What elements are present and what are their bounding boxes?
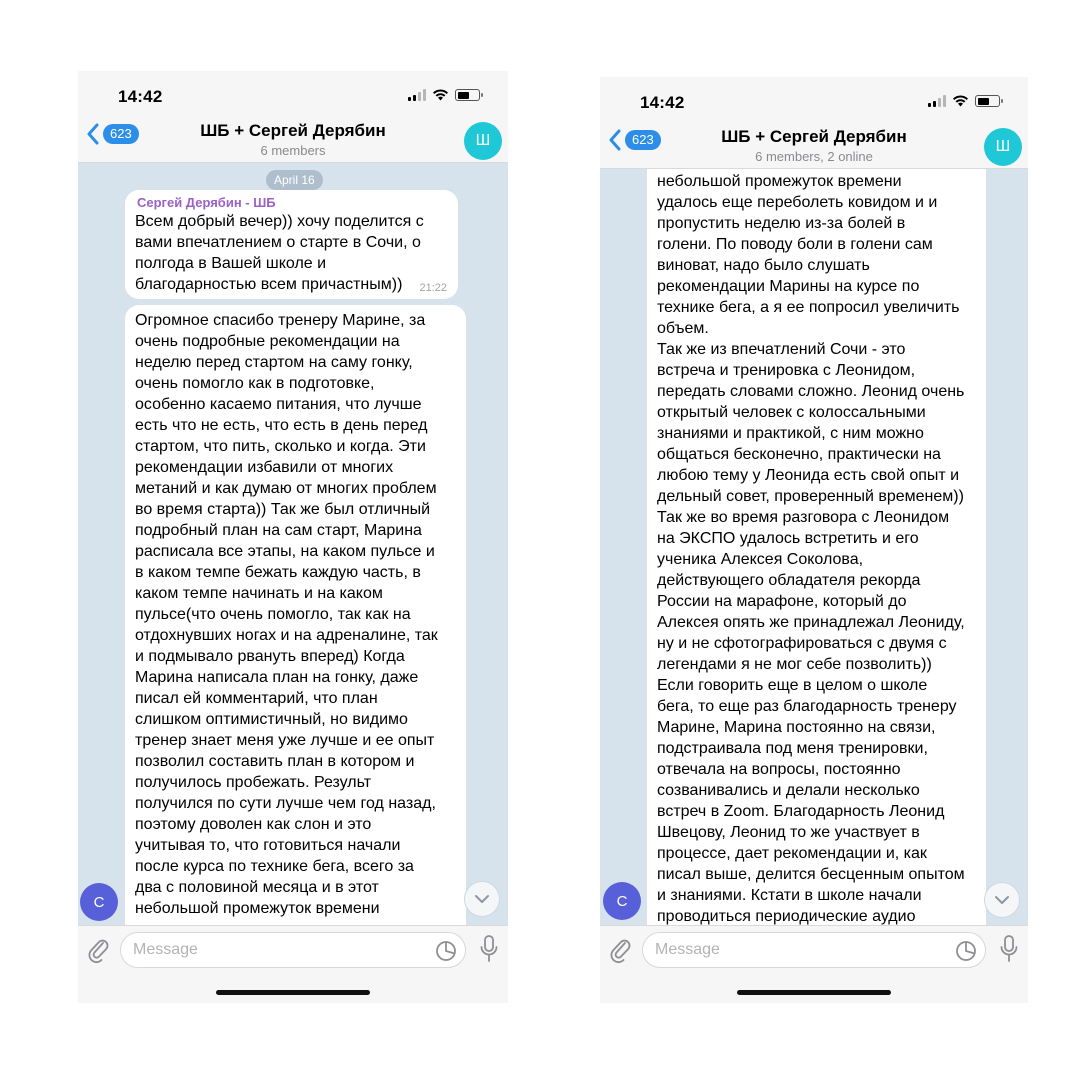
date-separator: April 16 (266, 170, 323, 190)
message-time: 21:22 (419, 282, 447, 294)
scroll-down-button[interactable] (464, 881, 500, 917)
wifi-icon (432, 89, 449, 101)
top-bar (600, 77, 1028, 169)
chat-title: ШБ + Сергей Дерябин (721, 127, 907, 146)
phone-screenshot-left (78, 71, 508, 1003)
status-time: 14:42 (640, 93, 685, 112)
message-bubble[interactable] (647, 169, 986, 925)
top-bar (78, 71, 508, 163)
chat-header[interactable] (600, 127, 1028, 164)
status-time: 14:42 (118, 87, 163, 106)
battery-icon (455, 89, 480, 101)
sender-avatar[interactable]: С (80, 883, 118, 921)
chat-header[interactable] (78, 121, 508, 158)
sender-name: Сергей Дерябин - ШБ (137, 195, 276, 210)
chat-avatar[interactable]: Ш (464, 122, 502, 160)
chat-subtitle: 6 members (260, 143, 326, 158)
sticker-icon[interactable] (435, 940, 457, 962)
message-input[interactable] (642, 932, 986, 968)
message-placeholder: Message (133, 941, 198, 958)
message-text: Огромное спасибо тренеру Марине, за очень подробные рекомендации на неделю перед стартом на саму гонку, очень помогло как в подготовке, особенно касаемо питания, что лучше есть что не есть, что есть в день перед стартом, что пить, сколько и когда. Эти рекомендации избавили от многих метаний и как думаю от многих проблем во время старта)) Так же был отличный подробный план на сам старт, Марина расписала все этапы, на каком пульсе и в каком темпе бежать каждую часть, в каком темпе начинать и на каком пульсе(что очень помогло, так как на отдохнувших ногах и на адреналине, так и подмывало рвануть вперед) Когда Марина написала план на гонку, даже писал ей комментарий, что план слишком оптимистичный, но видимо тренер знает меня уже лучше и ее опыт позволил составить план в котором и получилось пробежать. Результ получился по сути лучше чем год назад, поэтому доволен как слон и это учитывая то, что готовиться начали после курса по технике бега, всего за два с половиной месяца и в этот небольшой промежуток времени (135, 312, 438, 917)
message-list[interactable] (600, 169, 1028, 925)
battery-icon (975, 95, 1000, 107)
chevron-down-icon (994, 895, 1010, 905)
microphone-icon[interactable] (480, 935, 498, 963)
message-input-bar (600, 925, 1028, 1003)
message-input[interactable] (120, 932, 466, 968)
chat-subtitle: 6 members, 2 online (755, 149, 873, 164)
home-indicator (737, 990, 891, 995)
status-icons (408, 89, 480, 101)
microphone-icon[interactable] (1000, 935, 1018, 963)
message-bubble[interactable] (125, 190, 458, 299)
cellular-signal-icon (408, 89, 426, 101)
home-indicator (216, 990, 370, 995)
phone-screenshot-right (600, 77, 1028, 1003)
attach-icon[interactable] (88, 936, 110, 964)
message-bubble[interactable] (125, 305, 466, 925)
chevron-down-icon (474, 894, 490, 904)
sender-avatar[interactable]: С (603, 882, 641, 920)
message-placeholder: Message (655, 941, 720, 958)
message-input-bar (78, 925, 508, 1003)
message-text: Всем добрый вечер)) хочу поделится с вами впечатлением о старте в Сочи, о полгода в Вашей школе и благодарностью всем причастным)) (135, 213, 424, 293)
attach-icon[interactable] (610, 936, 632, 964)
unread-count-badge: 623 (625, 130, 661, 150)
wifi-icon (952, 95, 969, 107)
sticker-icon[interactable] (955, 940, 977, 962)
message-list[interactable] (78, 163, 508, 925)
message-text: небольшой промежуток времени удалось еще переболеть ковидом и и пропустить неделю из-за болей в голени. По поводу боли в голени сам виноват, надо было слушать рекомендации Марины на курсе по технике бега, а я ее попросил увеличить объем. Так же из впечатлений Сочи - это встреча и тренировка с Леонидом, передать словами сложно. Леонид очень открытый человек с колоссальными знаниями и практикой, с ним можно общаться бесконечно, практически на любою тему у Леонида есть свой опыт и дельный совет, проверенный временем)) Так же во время разговора с Леонидом на ЭКСПО удалось встретить и его ученика Алексея Соколова, действующего обладателя рекорда России на марафоне, который до Алексея опять же принадлежал Леониду, ну и не сфотографироваться с двумя с легендами я не мог себе позволить)) Если говорить еще в целом о школе бега, то еще раз благодарность тренеру Марине, Марина постоянно на связи, подстраивала под меня тренировки, отвечала на вопросы, постоянно созванивались и делали несколько встреч в Zoom. Благодарность Леонид Швецову, Леонид то же участвует в процессе, дает рекомендации и, как писал выше, делится бесценным опытом и знаниями. Кстати в школе начали проводиться периодические аудио (657, 173, 965, 925)
chat-title: ШБ + Сергей Дерябин (200, 121, 386, 140)
unread-count-badge: 623 (103, 124, 139, 144)
cellular-signal-icon (928, 95, 946, 107)
chat-avatar[interactable]: Ш (984, 128, 1022, 166)
status-icons (928, 95, 1000, 107)
scroll-down-button[interactable] (984, 882, 1020, 918)
